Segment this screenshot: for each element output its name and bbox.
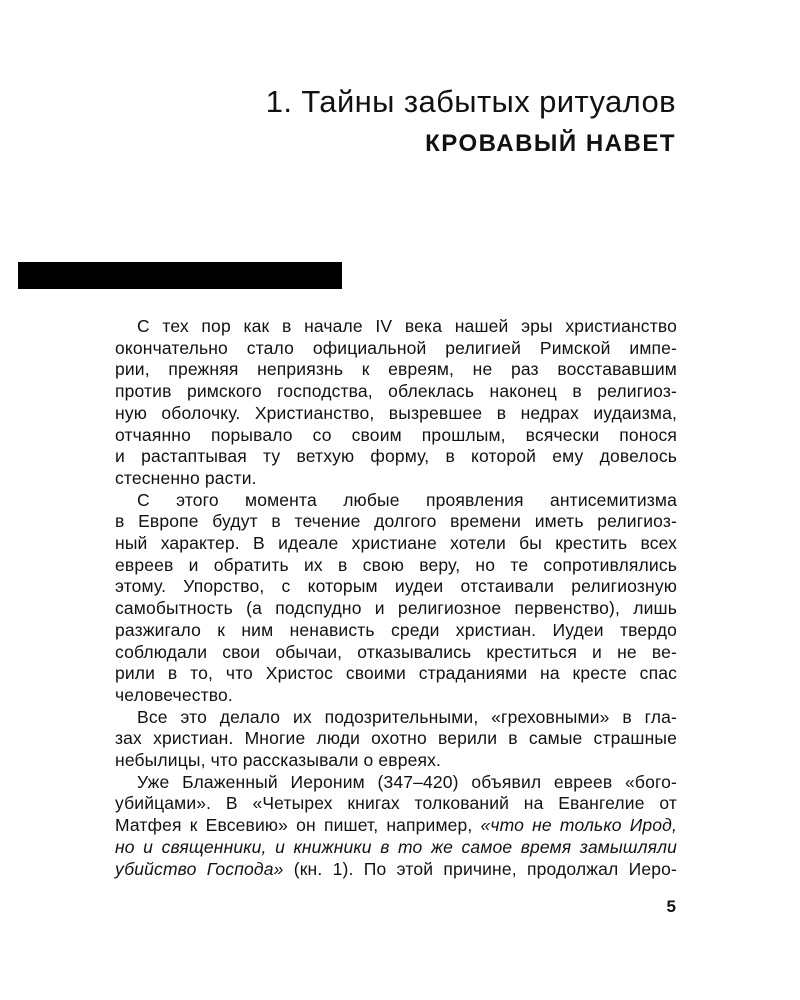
text-line: ный характер. В идеале христиане хотели бы крестить всех bbox=[115, 533, 677, 554]
text-line: евреев и обратить их в свою веру, но те сопротивлялись bbox=[115, 554, 677, 575]
text-line: Все это делало их подозрительными, «греховными» в гла- bbox=[137, 706, 677, 727]
text-line: окончательно стало официальной религией Римской импе- bbox=[115, 337, 677, 358]
text-line: разжигало к ним ненависть среди христиан. Иудеи твердо bbox=[115, 619, 677, 640]
text-line: ную оболочку. Христианство, вызревшее в недрах иудаизма, bbox=[115, 402, 677, 423]
text-line: рили в то, что Христос своими страданиями на кресте спас bbox=[115, 663, 677, 684]
text-line bbox=[115, 815, 677, 837]
text-line: рии, прежняя неприязнь к евреям, не раз восстававшим bbox=[115, 359, 677, 380]
page-number: 5 bbox=[666, 897, 676, 916]
chapter-title: 1. Тайны забытых ритуалов bbox=[265, 84, 676, 119]
text-line: убийцами». В «Четырех книгах толкований на Евангелие от bbox=[115, 793, 677, 814]
text-fragment: Матфея к Евсевию» он пишет, например, bbox=[115, 815, 481, 836]
text-line: стесненно расти. bbox=[115, 467, 257, 488]
text-line bbox=[115, 837, 677, 859]
decorative-black-bar bbox=[18, 262, 342, 289]
text-fragment: (кн. 1). По этой причине, продолжал Иеро- bbox=[283, 858, 678, 879]
quote-text: но и священники, и книжники в то же самое время замышляли bbox=[115, 836, 677, 857]
quote-text: убийство Господа» bbox=[115, 858, 284, 879]
text-line: С тех пор как в начале IV века нашей эры христианство bbox=[137, 316, 677, 336]
text-line: этому. Упорство, с которым иудеи отстаивали религиозную bbox=[115, 576, 677, 597]
text-line: и растаптывая ту ветхую форму, в которой ему довелось bbox=[115, 446, 677, 467]
text-line: человечество. bbox=[115, 684, 233, 705]
text-line: против римского господства, облеклась наконец в религиоз- bbox=[115, 381, 677, 402]
paragraph bbox=[115, 316, 677, 490]
text-line: Уже Блаженный Иероним (347–420) объявил евреев «бого- bbox=[137, 771, 677, 792]
body-text bbox=[115, 316, 677, 880]
text-line: самобытность (а подспудно и религиозное первенство), лишь bbox=[115, 598, 677, 619]
chapter-subtitle: КРОВАВЫЙ НАВЕТ bbox=[425, 130, 676, 157]
text-line: соблюдали свои обычаи, отказывались креститься и не ве- bbox=[115, 641, 677, 662]
quote-text: «что не только Ирод, bbox=[480, 815, 677, 836]
text-line: отчаянно порывало со своим прошлым, всячески понося bbox=[115, 424, 677, 445]
paragraph bbox=[115, 707, 677, 772]
text-line: в Европе будут в течение долгого времени иметь религиоз- bbox=[115, 511, 677, 532]
paragraph bbox=[115, 772, 677, 881]
text-line bbox=[115, 859, 677, 881]
text-line: С этого момента любые проявления антисемитизма bbox=[137, 489, 677, 510]
paragraph bbox=[115, 490, 677, 707]
text-line: зах христиан. Многие люди охотно верили в самые страшные bbox=[115, 728, 677, 749]
text-line: небылицы, что рассказывали о евреях. bbox=[115, 750, 442, 771]
